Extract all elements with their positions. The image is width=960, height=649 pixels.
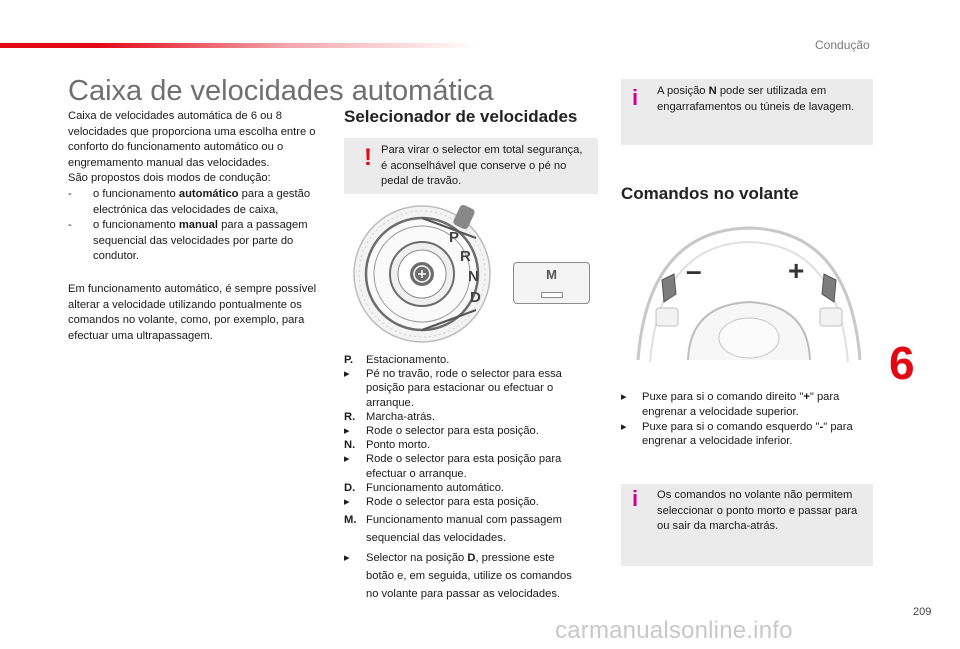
- steering-commands-list: [621, 390, 873, 449]
- info-icon: i: [632, 85, 639, 110]
- list-item: ▸ Rode o selector para esta posição.: [344, 425, 539, 438]
- list-item: N. Ponto morto.: [344, 439, 431, 452]
- info-box-neutral: [621, 79, 873, 145]
- warning-text: Para virar o selector em total segurança, é aconselhável que conserve o pé no pedal de travão.: [381, 144, 583, 188]
- dial-letter-n: N: [468, 268, 479, 285]
- list-item: D. Funcionamento automático.: [344, 481, 505, 494]
- list-item: ▸ Pé no travão, rode o selector para essa posição para estacionar ou efectuar o arranque.: [344, 368, 562, 409]
- bullet-icon: ▸: [344, 496, 350, 509]
- list-item: ▸ Rode o selector para esta posição.: [344, 496, 539, 509]
- list-item: - o funcionamento manual para a passagem sequencial das velocidades por parte do condutor.: [68, 219, 308, 263]
- steering-commands-heading: Comandos no volante: [621, 184, 799, 203]
- bullet-icon: ▸: [621, 420, 627, 433]
- warning-box: [344, 138, 598, 194]
- selector-heading: Selecionador de velocidades: [344, 107, 578, 126]
- intro-paragraph: Caixa de velocidades automática de 6 ou 8 velocidades que proporciona uma escolha entre o conforto do funcionamento automático ou o engremamento manual das velocidades.: [68, 110, 316, 169]
- list-item: P. Estacionamento.: [344, 354, 450, 366]
- list-item: ▸ Puxe para si o comando direito "+" para engrenar a velocidade superior.: [621, 391, 840, 418]
- page-number: 209: [913, 606, 932, 618]
- manual-button-label: M: [546, 267, 557, 282]
- dial-letter-d: D: [470, 289, 481, 306]
- list-item: - o funcionamento automático para a gestão electrónica das velocidades de caixa,: [68, 187, 311, 216]
- plus-label: +: [788, 255, 805, 286]
- indicator-light: [541, 292, 563, 298]
- left-paddle-shifter[interactable]: [662, 274, 676, 302]
- list-item: ▸ Rode o selector para esta posição para efectuar o arranque.: [344, 453, 562, 480]
- gear-selector-dial-illustration: [350, 198, 500, 346]
- page-title: Caixa de velocidades automática: [68, 75, 494, 107]
- info-box-steering: [621, 484, 873, 566]
- steering-wheel-illustration: [628, 210, 870, 382]
- list-item: ▸ Selector na posição D, pressione este botão e, em seguida, utilize os comandos no volante para passar as velocidades.: [344, 549, 584, 603]
- header-accent-bar: [0, 43, 480, 48]
- bullet-icon: ▸: [344, 552, 350, 565]
- warning-icon: !: [364, 144, 372, 171]
- manual-mode-button[interactable]: [513, 262, 590, 304]
- dial-letter-p: P: [449, 229, 460, 246]
- section-title: Condução: [815, 38, 870, 52]
- intro-modes-lead: São propostos dois modos de condução:: [68, 172, 271, 185]
- info-text: Os comandos no volante não permitem seleccionar o ponto morto e passar para ou sair da marcha-atrás.: [657, 489, 858, 533]
- list-item: ▸ Puxe para si o comando esquerdo "-" para engrenar a velocidade inferior.: [621, 420, 853, 448]
- dial-letter-r: R: [460, 248, 471, 265]
- watermark: carmanualsonline.info: [555, 617, 793, 644]
- bullet-icon: ▸: [344, 425, 350, 438]
- intro-text: [68, 109, 330, 265]
- chapter-number: 6: [889, 337, 915, 389]
- bullet-icon: ▸: [344, 368, 350, 381]
- info-text: A posição N pode ser utilizada em engarrafamentos ou túneis de lavagem.: [657, 85, 855, 113]
- minus-label: –: [686, 255, 702, 286]
- gear-positions-list: [344, 353, 584, 603]
- list-item: R. Marcha-atrás.: [344, 410, 436, 423]
- list-item: M. Funcionamento manual com passagem sequencial das velocidades.: [344, 514, 562, 545]
- bullet-icon: ▸: [621, 391, 627, 403]
- right-paddle-shifter[interactable]: [822, 274, 836, 302]
- bullet-icon: ▸: [344, 453, 350, 466]
- automatic-mode-paragraph: Em funcionamento automático, é sempre possível alterar a velocidade utilizando pontualmente os comandos no volante, como, por exemplo, para efectuar uma ultrapassagem.: [68, 283, 317, 342]
- info-icon: i: [632, 486, 639, 511]
